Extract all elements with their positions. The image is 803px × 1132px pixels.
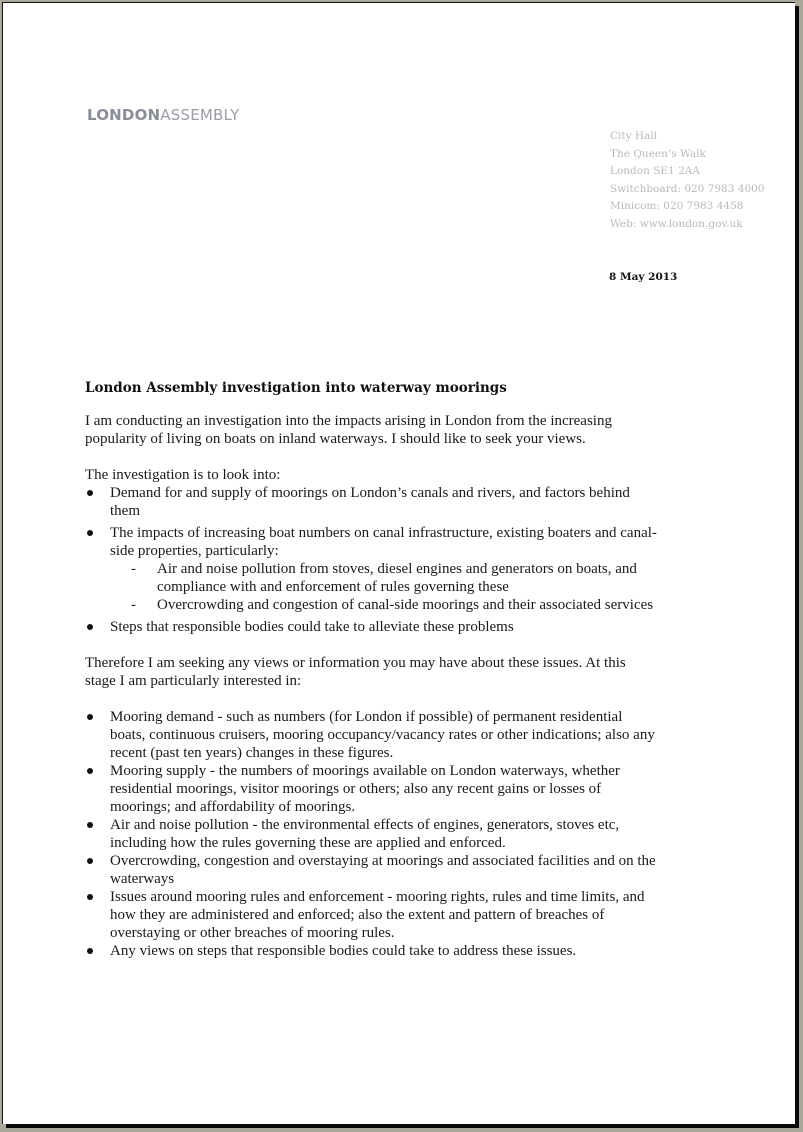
list-item (85, 762, 660, 816)
list-item (85, 942, 660, 960)
bullet-icon (87, 530, 93, 536)
bullet-icon (87, 624, 93, 630)
list-item (85, 852, 660, 888)
sub-list (110, 560, 660, 614)
scope-heading: The investigation is to look into: (85, 467, 281, 483)
address-line: City Hall (610, 130, 658, 142)
bullet-icon (87, 822, 93, 828)
list-item-text: Air and noise pollution - the environmental effects of engines, generators, stoves etc, including how the rules governing these are applied and enforced. (110, 817, 620, 851)
list-item (85, 618, 660, 636)
letter-date: 8 May 2013 (609, 271, 678, 283)
logo-bold-text: LONDON (87, 106, 161, 124)
list-item-text: Issues around mooring rules and enforcement - mooring rights, rules and time limits, and how they are administered and enforced; also the extent and pattern of breaches of overstaying or other breaches of mooring rules. (110, 889, 645, 941)
list-item (85, 524, 660, 614)
list-item (85, 484, 660, 520)
sub-list-item (131, 560, 660, 596)
request-paragraph: Therefore I am seeking any views or information you may have about these issues. At this stage I am particularly interested in: (85, 655, 626, 689)
document-page (2, 2, 795, 1124)
dash-icon: - (131, 597, 136, 613)
interest-list (85, 708, 660, 960)
list-item (85, 888, 660, 942)
intro-paragraph: I am conducting an investigation into the impacts arising in London from the increasing popularity of living on boats on inland waterways. I should like to seek your views. (85, 413, 612, 447)
list-item-text: Mooring supply - the numbers of moorings available on London waterways, whether residential moorings, visitor moorings or others; also any recent gains or losses of moorings; and affordability of moorings. (110, 763, 620, 815)
list-item-text: Overcrowding, congestion and overstaying at moorings and associated facilities and on the waterways (110, 853, 656, 887)
letter-title: London Assembly investigation into waterway moorings (85, 380, 507, 396)
list-item-text: Any views on steps that responsible bodies could take to address these issues. (110, 943, 577, 959)
sender-address (610, 128, 764, 234)
address-line: Minicom: 020 7983 4458 (610, 200, 744, 213)
letter-body (85, 379, 660, 960)
bullet-icon (87, 858, 93, 864)
logo-light-text: ASSEMBLY (160, 106, 240, 124)
address-line: The Queen’s Walk (610, 147, 706, 160)
list-item-text: Steps that responsible bodies could take to alleviate these problems (110, 619, 514, 635)
bullet-icon (87, 948, 93, 954)
bullet-icon (87, 714, 93, 720)
dash-icon: - (131, 561, 136, 577)
list-item (85, 708, 660, 762)
sub-list-item-text: Air and noise pollution from stoves, diesel engines and generators on boats, and compliance with and enforcement of rules governing these (157, 561, 637, 595)
bullet-icon (87, 768, 93, 774)
bullet-icon (87, 894, 93, 900)
list-item-text: Mooring demand - such as numbers (for London if possible) of permanent residential boats, continuous cruisers, mooring occupancy/vacancy rates or other indications; also any recent (past ten years) changes in these figures. (110, 709, 655, 761)
address-line: Switchboard: 020 7983 4000 (610, 182, 765, 195)
sub-list-item-text: Overcrowding and congestion of canal-side moorings and their associated services (157, 597, 654, 613)
address-line: Web: www.london.gov.uk (610, 217, 743, 230)
bullet-icon (87, 490, 93, 496)
list-item (85, 816, 660, 852)
london-assembly-logo (87, 106, 239, 124)
scope-list (85, 484, 660, 636)
address-line: London SE1 2AA (610, 165, 700, 178)
list-item-text: The impacts of increasing boat numbers on canal infrastructure, existing boaters and canal-side properties, particularly: (110, 525, 657, 559)
sub-list-item (131, 596, 660, 614)
list-item-text: Demand for and supply of moorings on London’s canals and rivers, and factors behind them (110, 485, 630, 519)
